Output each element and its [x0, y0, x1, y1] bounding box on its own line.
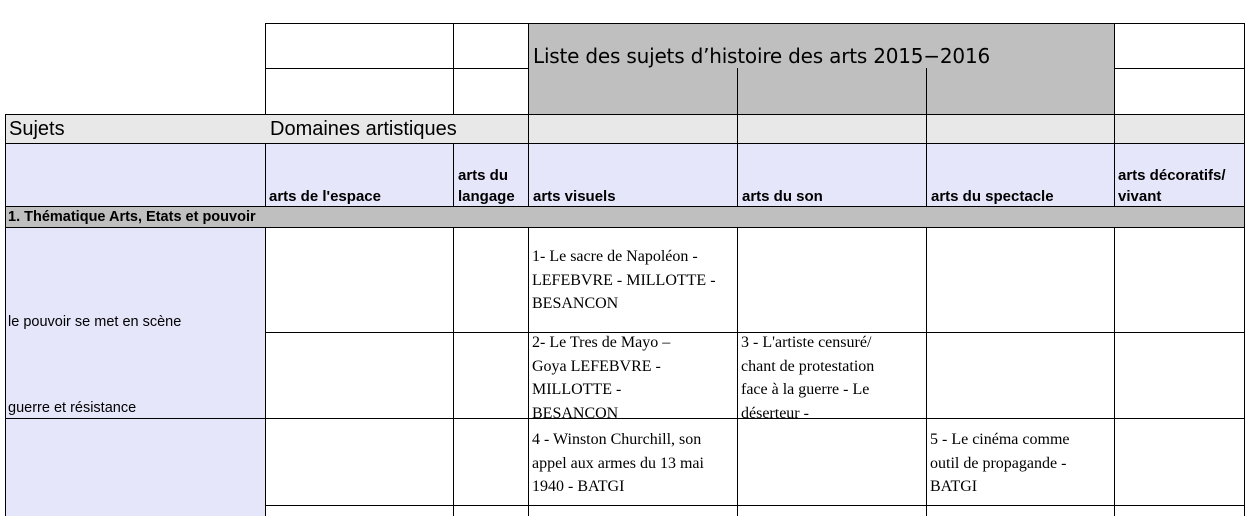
column-header-row-fill [5, 144, 1245, 206]
grid-line [265, 227, 266, 516]
grid-line [1114, 68, 1245, 69]
row-label-guerre: guerre et résistance [8, 400, 137, 416]
row-label-pouvoir: le pouvoir se met en scène [8, 314, 182, 330]
grid-line [5, 114, 6, 516]
subject-cell-1: 1- Le sacre de Napoléon - LEFEBVRE - MILLOTTE - BESANCON [532, 248, 716, 312]
grid-line [265, 23, 1245, 24]
grid-line [265, 68, 529, 69]
column-header-arts-son: arts du son [742, 188, 823, 205]
column-header-arts-decoratifs: arts décoratifs/ vivant [1118, 167, 1226, 205]
grid-line [5, 143, 1245, 144]
page-title: Liste des sujets d’histoire des arts 2015−2016 [533, 44, 990, 68]
grid-line [5, 418, 1245, 419]
subject-cell-2: 2- Le Tres de Mayo – Goya LEFEBVRE - MILLOTTE - BESANCON [532, 334, 671, 418]
grid-line [265, 505, 1245, 506]
column-header-arts-visuels: arts visuels [533, 188, 616, 205]
grid-line [453, 227, 454, 516]
grid-line [1244, 23, 1245, 516]
sujets-column-fill [5, 228, 265, 516]
sujets-header: Sujets [9, 118, 65, 140]
subject-cell-3: 3 - L'artiste censuré/ chant de protestation face à la guerre - Le déserteur - [741, 334, 875, 418]
title-header-fill [529, 24, 1114, 114]
grid-line [453, 143, 454, 207]
section-heading: 1. Thématique Arts, Etats et pouvoir [8, 209, 256, 225]
column-header-arts-langage: arts du langage [458, 167, 515, 205]
subject-cell-5: 5 - Le cinéma comme outil de propagande - BATGI [930, 431, 1070, 495]
grid-line [5, 206, 1245, 207]
grid-line [1114, 23, 1115, 207]
subject-cell-4: 4 - Winston Churchill, son appel aux armes du 13 mai 1940 - BATGI [532, 431, 704, 495]
grid-line [926, 227, 927, 516]
column-header-arts-espace: arts de l'espace [269, 188, 381, 205]
grid-line [528, 23, 529, 207]
grid-line [453, 23, 454, 115]
grid-line [528, 227, 529, 516]
grid-line [5, 114, 1245, 115]
grid-line [737, 68, 738, 207]
grid-line [5, 227, 1245, 228]
subheader-row-fill [5, 115, 1245, 143]
grid-line [1114, 227, 1115, 516]
grid-line [265, 143, 266, 207]
domaines-header: Domaines artistiques [270, 118, 457, 140]
grid-line [926, 68, 927, 207]
grid-line [265, 23, 266, 115]
column-header-arts-spectacle: arts du spectacle [931, 188, 1054, 205]
